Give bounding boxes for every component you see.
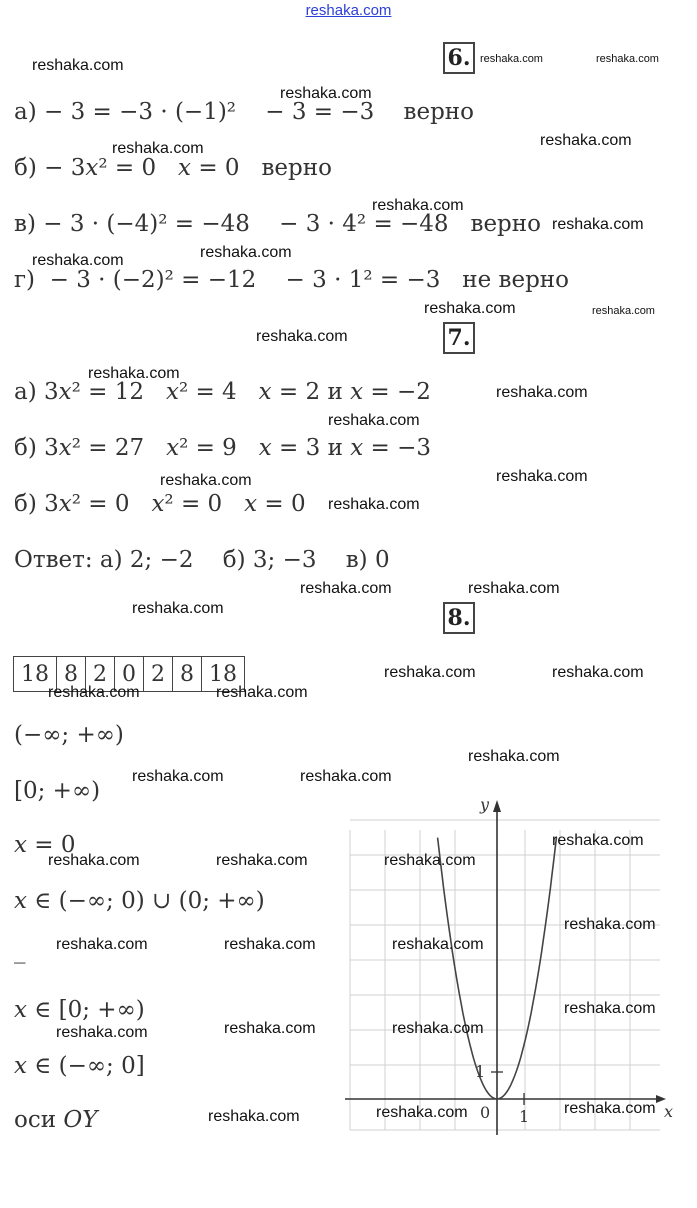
watermark: reshaka.com [468,580,560,597]
y-tick-label: 1 [475,1062,486,1081]
site-link[interactable]: reshaka.com [305,2,392,19]
watermark: reshaka.com [480,53,543,65]
ex8-symmetry: оси OY [14,1107,98,1133]
watermark: reshaka.com [48,684,140,701]
watermark: reshaka.com [32,57,124,74]
watermark: reshaka.com [256,328,348,345]
watermark: reshaka.com [56,1024,148,1041]
watermark: reshaka.com [564,1100,656,1117]
watermark: reshaka.com [328,412,420,429]
watermark: reshaka.com [552,216,644,233]
ex6-line-g: г) − 3 · (−2)² = −12 − 3 · 1² = −3 не верно [14,267,569,293]
watermark: reshaka.com [224,936,316,953]
watermark: reshaka.com [88,365,180,382]
table-cell: 8 [57,657,86,692]
watermark: reshaka.com [424,300,516,317]
ex8-range: [0; +∞) [14,778,101,804]
ex8-decreasing: x ∈ (−∞; 0] [14,1053,145,1079]
ex7-line-a: а) 3x² = 12 x² = 4 x = 2 и x = −2 [14,379,431,405]
watermark: reshaka.com [132,600,224,617]
watermark: reshaka.com [372,197,464,214]
watermark: reshaka.com [56,936,148,953]
ex7-line-b1: б) 3x² = 27 x² = 9 x = 3 и x = −3 [14,435,432,461]
watermark: reshaka.com [496,384,588,401]
ex6-line-a: а) − 3 = −3 · (−1)² − 3 = −3 верно [14,99,474,125]
ex8-increasing: x ∈ [0; +∞) [14,997,145,1023]
section-number-7: 7. [443,322,475,354]
x-axis-label: x [664,1102,674,1121]
ex7-line-b2: б) 3x² = 0 x² = 0 x = 0 [14,491,306,517]
watermark: reshaka.com [300,580,392,597]
watermark: reshaka.com [112,140,204,157]
watermark: reshaka.com [540,132,632,149]
watermark: reshaka.com [48,852,140,869]
watermark: reshaka.com [564,916,656,933]
watermark: reshaka.com [592,305,655,317]
watermark: reshaka.com [160,472,252,489]
watermark: reshaka.com [552,664,644,681]
watermark: reshaka.com [552,832,644,849]
section-number-8: 8. [443,602,475,634]
ex6-line-v: в) − 3 · (−4)² = −48 − 3 · 4² = −48 верно [14,211,541,237]
watermark: reshaka.com [208,1108,300,1125]
table-cell: 18 [14,657,57,692]
y-axis-arrow [493,800,501,812]
table-cell: 8 [173,657,202,692]
ex8-negative: _ [14,938,26,964]
watermark: reshaka.com [132,768,224,785]
watermark: reshaka.com [596,53,659,65]
ex7-answer: Ответ: а) 2; −2 б) 3; −3 в) 0 [14,547,390,573]
table-cell: 2 [144,657,173,692]
watermark: reshaka.com [392,936,484,953]
watermark: reshaka.com [328,496,420,513]
origin-label: 0 [480,1103,491,1122]
watermark: reshaka.com [376,1104,468,1121]
table-cell: 2 [86,657,115,692]
y-axis-label: y [480,795,490,814]
watermark: reshaka.com [300,768,392,785]
watermark: reshaka.com [280,85,372,102]
watermark: reshaka.com [32,252,124,269]
watermark: reshaka.com [496,468,588,485]
watermark: reshaka.com [216,684,308,701]
watermark: reshaka.com [224,1020,316,1037]
watermark: reshaka.com [216,852,308,869]
watermark: reshaka.com [384,852,476,869]
watermark: reshaka.com [200,244,292,261]
section-number-6: 6. [443,42,475,74]
ex8-zero: x = 0 [14,832,76,858]
watermark: reshaka.com [384,664,476,681]
x-tick-label: 1 [519,1107,530,1126]
ex8-domain: (−∞; +∞) [14,722,124,748]
watermark: reshaka.com [468,748,560,765]
table-cell: 0 [115,657,144,692]
watermark: reshaka.com [564,1000,656,1017]
ex8-positive: x ∈ (−∞; 0) ∪ (0; +∞) [14,888,265,914]
ex6-line-b: б) − 3x² = 0 x = 0 верно [14,155,332,181]
watermark: reshaka.com [392,1020,484,1037]
table-cell: 18 [202,657,245,692]
